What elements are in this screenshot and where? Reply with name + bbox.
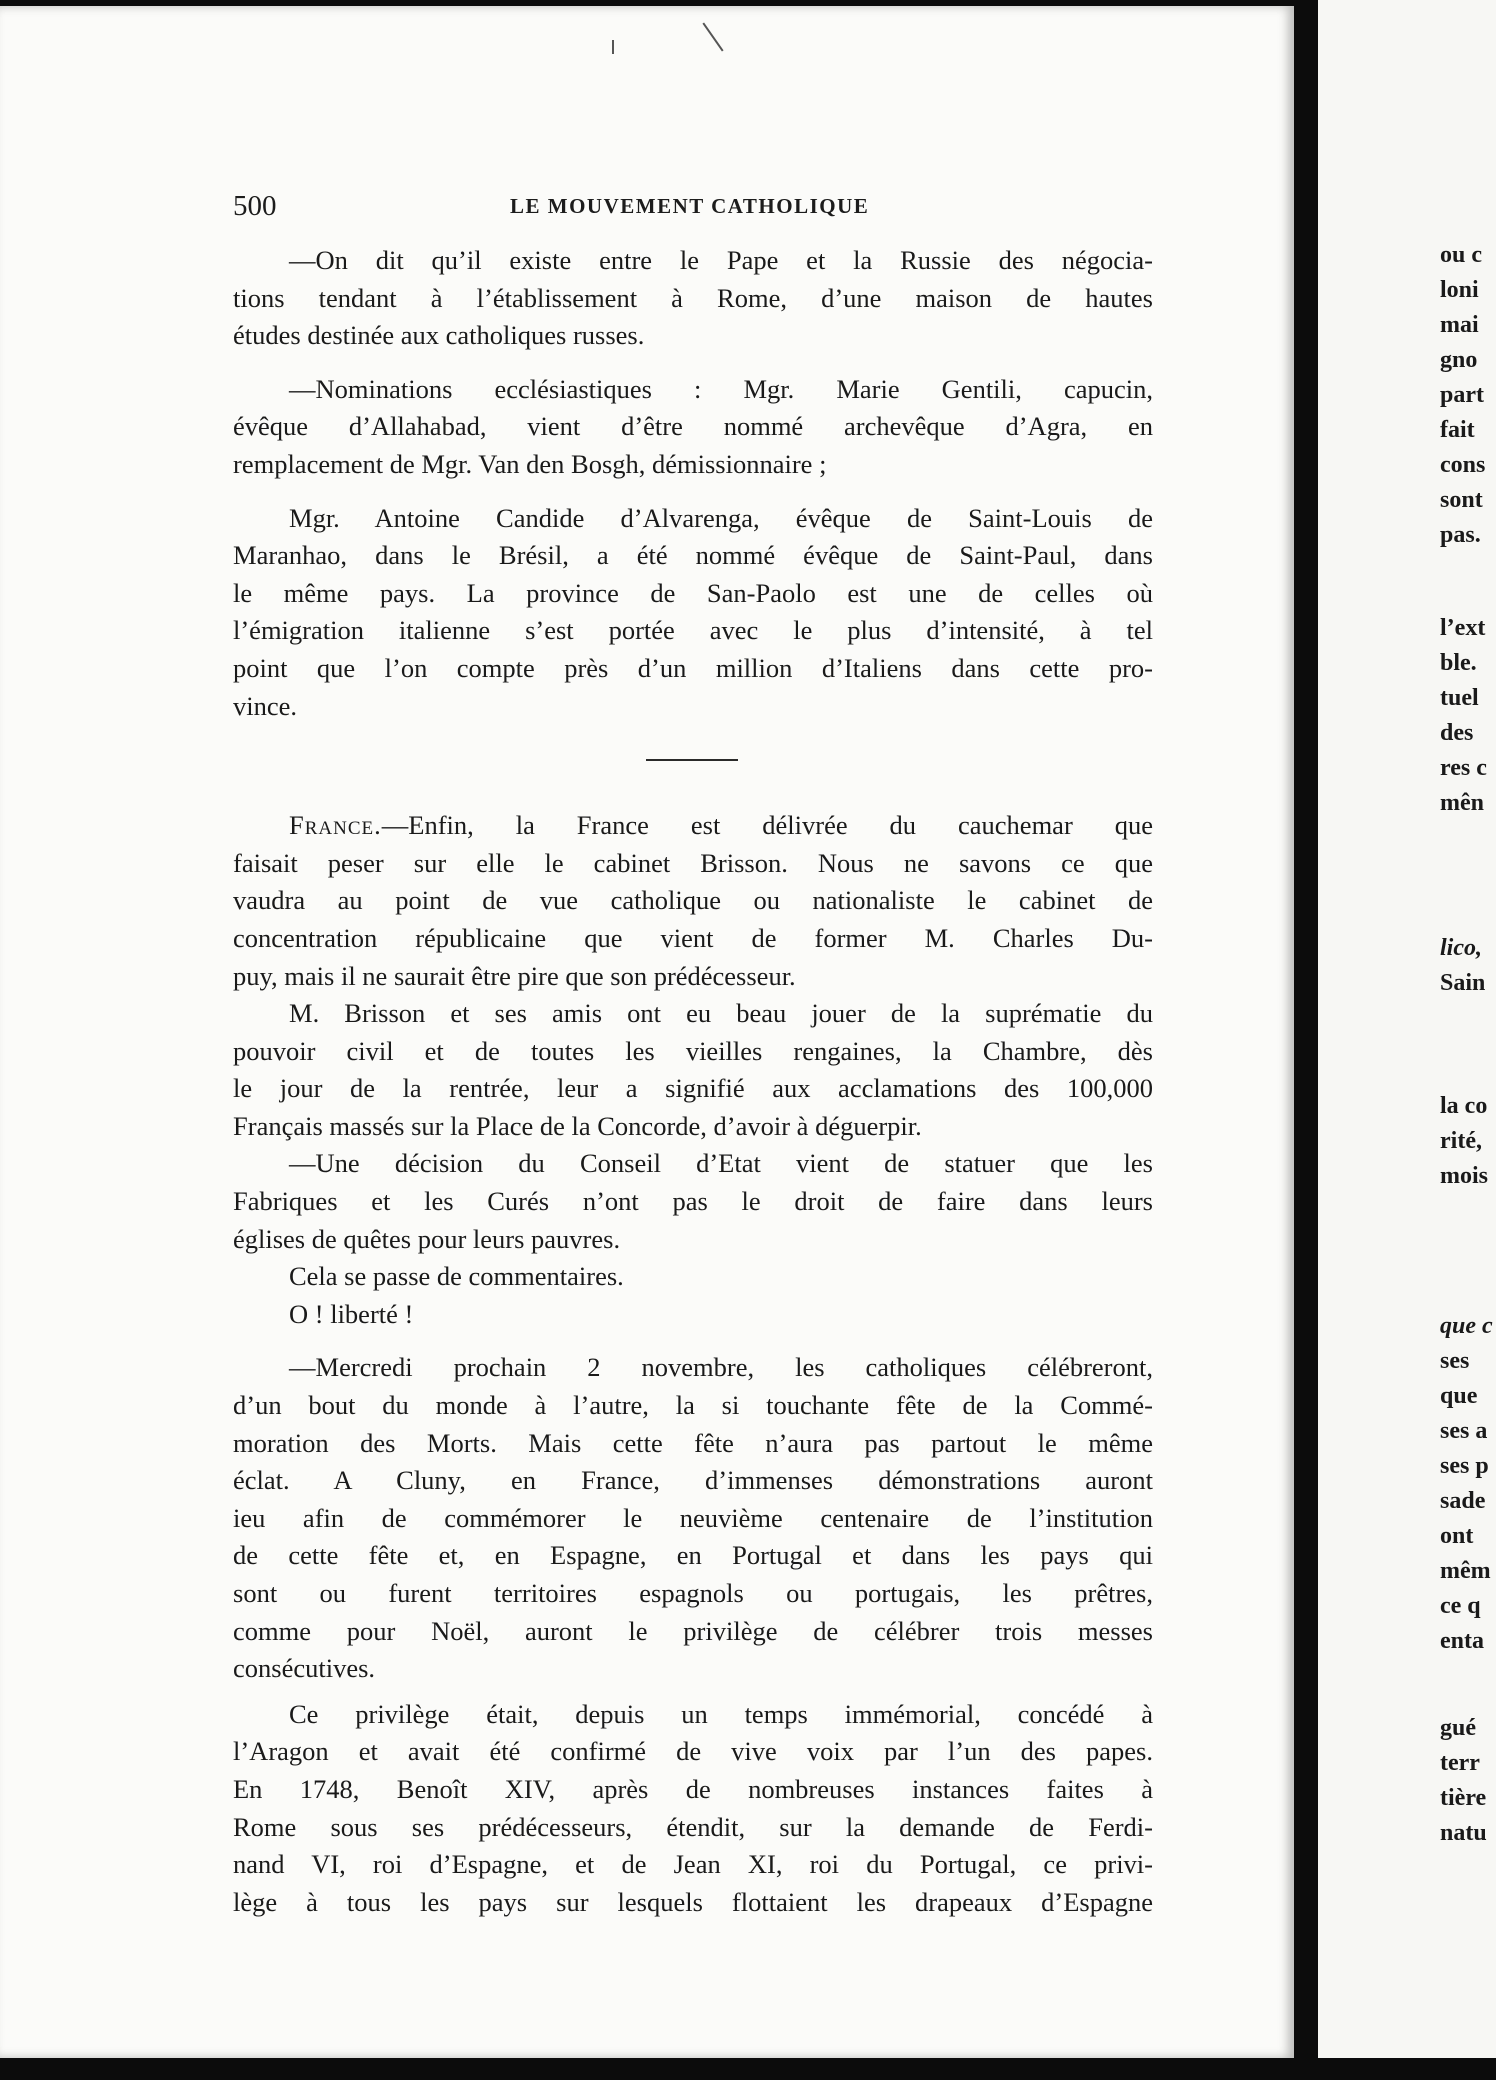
text-fragment: ses a — [1440, 1418, 1488, 1444]
text-line: Maranhao, dans le Brésil, a été nommé évêque de Saint-Paul, dans — [233, 540, 1153, 571]
text-fragment: que — [1440, 1383, 1478, 1409]
text-fragment: natu — [1440, 1820, 1487, 1846]
text-line: point que l’on compte près d’un million d’Italiens dans cette pro- — [233, 652, 1153, 683]
text-line: l’Aragon et avait été confirmé de vive voix par l’un des papes. — [233, 1736, 1153, 1767]
text-line: —On dit qu’il existe entre le Pape et la Russie des négocia- — [289, 245, 1153, 275]
text-fragment: fait — [1440, 417, 1475, 443]
text-fragment: Sain — [1440, 970, 1486, 996]
text-fragment: cons — [1440, 452, 1486, 478]
text-line: —Mercredi prochain 2 novembre, les catholiques célébreront, — [289, 1352, 1153, 1383]
text-line: consécutives. — [233, 1653, 376, 1684]
text-fragment: mai — [1440, 312, 1479, 338]
text-fragment: sade — [1440, 1488, 1486, 1514]
text-line: vaudra au point de vue catholique ou nationaliste le cabinet de — [233, 885, 1153, 916]
text-line: évêque d’Allahabad, vient d’être nommé archevêque d’Agra, en — [233, 411, 1153, 442]
text-fragment: —Enfin, la France est délivrée du cauchemar que — [381, 810, 1153, 841]
text-line: comme pour Noël, auront le privilège de célébrer trois messes — [233, 1615, 1153, 1646]
text-fragment: gno — [1440, 347, 1478, 373]
text-fragment: ce q — [1440, 1593, 1481, 1619]
text-fragment: l’ext — [1440, 615, 1486, 641]
text-fragment: des — [1440, 720, 1474, 746]
text-line: puy, mais il ne saurait être pire que son prédécesseur. — [233, 960, 796, 991]
text-line: M. Brisson et ses amis ont eu beau jouer de la suprématie du — [289, 998, 1153, 1029]
text-line: l’émigration italienne s’est portée avec le plus d’intensité, à tel — [233, 615, 1153, 646]
text-fragment: ont — [1440, 1523, 1474, 1549]
paragraph-gap — [233, 355, 1153, 371]
page-number: 500 — [233, 190, 277, 222]
text-line: le jour de la rentrée, leur a signifié aux acclamations des 100,000 — [233, 1073, 1153, 1104]
text-fragment: enta — [1440, 1628, 1484, 1654]
text-line: faisait peser sur elle le cabinet Brisson. Nous ne savons ce que — [233, 847, 1153, 878]
text-line: sont ou furent territoires espagnols ou portugais, les prêtres, — [233, 1578, 1153, 1608]
text-line: Cela se passe de commentaires. — [289, 1261, 624, 1292]
section-rule — [646, 759, 738, 761]
paragraph-gap — [233, 1333, 1153, 1349]
text-line: —Une décision du Conseil d’Etat vient de statuer que les — [289, 1148, 1153, 1179]
text-line: En 1748, Benoît XIV, après de nombreuses instances faites à — [233, 1773, 1153, 1804]
text-line: églises de quêtes pour leurs pauvres. — [233, 1223, 621, 1254]
section-break — [233, 725, 1153, 807]
text-fragment: ou c — [1440, 242, 1482, 268]
text-fragment: gué — [1440, 1715, 1476, 1741]
text-line: ieu afin de commémorer le neuvième centenaire de l’institution — [233, 1502, 1153, 1533]
text-fragment: rité, — [1440, 1128, 1482, 1154]
text-fragment: pas. — [1440, 522, 1481, 548]
section-lead: France. — [289, 810, 382, 841]
paragraph-gap — [233, 1688, 1153, 1696]
text-fragment: ses — [1440, 1348, 1470, 1374]
text-line — [233, 807, 1153, 845]
scan-mark — [612, 40, 614, 54]
text-fragment: lico, — [1440, 935, 1482, 961]
text-line: moration des Morts. Mais cette fête n’aura pas partout le même — [233, 1427, 1153, 1458]
text-fragment: mois — [1440, 1163, 1488, 1189]
paragraph-gap — [233, 484, 1153, 500]
text-fragment: res c — [1440, 755, 1487, 781]
text-line: Mgr. Antoine Candide d’Alvarenga, évêque de Saint-Louis de — [289, 502, 1153, 533]
text-line: tions tendant à l’établissement à Rome, d’une maison de hautes — [233, 282, 1153, 313]
text-line: vince. — [233, 690, 298, 721]
text-line: Ce privilège était, depuis un temps immémorial, concédé à — [289, 1698, 1153, 1729]
text-line: Fabriques et les Curés n’ont pas le droit de faire dans leurs — [233, 1186, 1153, 1217]
text-fragment: tière — [1440, 1785, 1487, 1811]
scan-border — [0, 2058, 1496, 2080]
text-fragment: tuel — [1440, 685, 1479, 711]
text-line: Rome sous ses prédécesseurs, étendit, sur la demande de Ferdi- — [233, 1811, 1153, 1842]
text-line: concentration républicaine que vient de former M. Charles Du- — [233, 922, 1153, 953]
text-line: éclat. A Cluny, en France, d’immenses démonstrations auront — [233, 1465, 1153, 1496]
text-fragment: loni — [1440, 277, 1479, 303]
text-line: O ! liberté ! — [289, 1298, 414, 1329]
text-fragment: ses p — [1440, 1453, 1489, 1479]
running-title: LE MOUVEMENT CATHOLIQUE — [510, 194, 870, 218]
page-body — [233, 242, 1153, 1921]
text-line: remplacement de Mgr. Van den Bosgh, démissionnaire ; — [233, 448, 827, 479]
text-line: —Nominations ecclésiastiques : Mgr. Marie Gentili, capucin, — [289, 373, 1153, 404]
text-fragment: terr — [1440, 1750, 1480, 1776]
text-line: pouvoir civil et de toutes les vieilles rengaines, la Chambre, dès — [233, 1035, 1153, 1066]
text-line: le même pays. La province de San-Paolo est une de celles où — [233, 577, 1153, 608]
text-fragment: que c — [1440, 1313, 1493, 1339]
text-line: lège à tous les pays sur lesquels flottaient les drapeaux d’Espagne — [233, 1886, 1153, 1917]
text-fragment: mên — [1440, 790, 1484, 816]
text-line: nand VI, roi d’Espagne, et de Jean XI, roi du Portugal, ce privi- — [233, 1849, 1153, 1880]
text-fragment: la co — [1440, 1093, 1488, 1119]
text-fragment: sont — [1440, 487, 1483, 513]
text-line: études destinée aux catholiques russes. — [233, 320, 645, 351]
text-line: d’un bout du monde à l’autre, la si touchante fête de la Commé- — [233, 1390, 1153, 1421]
text-fragment: ble. — [1440, 650, 1477, 676]
text-line: de cette fête et, en Espagne, en Portugal et dans les pays qui — [233, 1540, 1153, 1571]
text-line: Français massés sur la Place de la Concorde, d’avoir à déguerpir. — [233, 1110, 922, 1141]
text-fragment: part — [1440, 382, 1484, 408]
text-fragment: mêm — [1440, 1558, 1491, 1584]
page-header — [233, 190, 1153, 224]
book-gutter — [1294, 0, 1312, 2080]
